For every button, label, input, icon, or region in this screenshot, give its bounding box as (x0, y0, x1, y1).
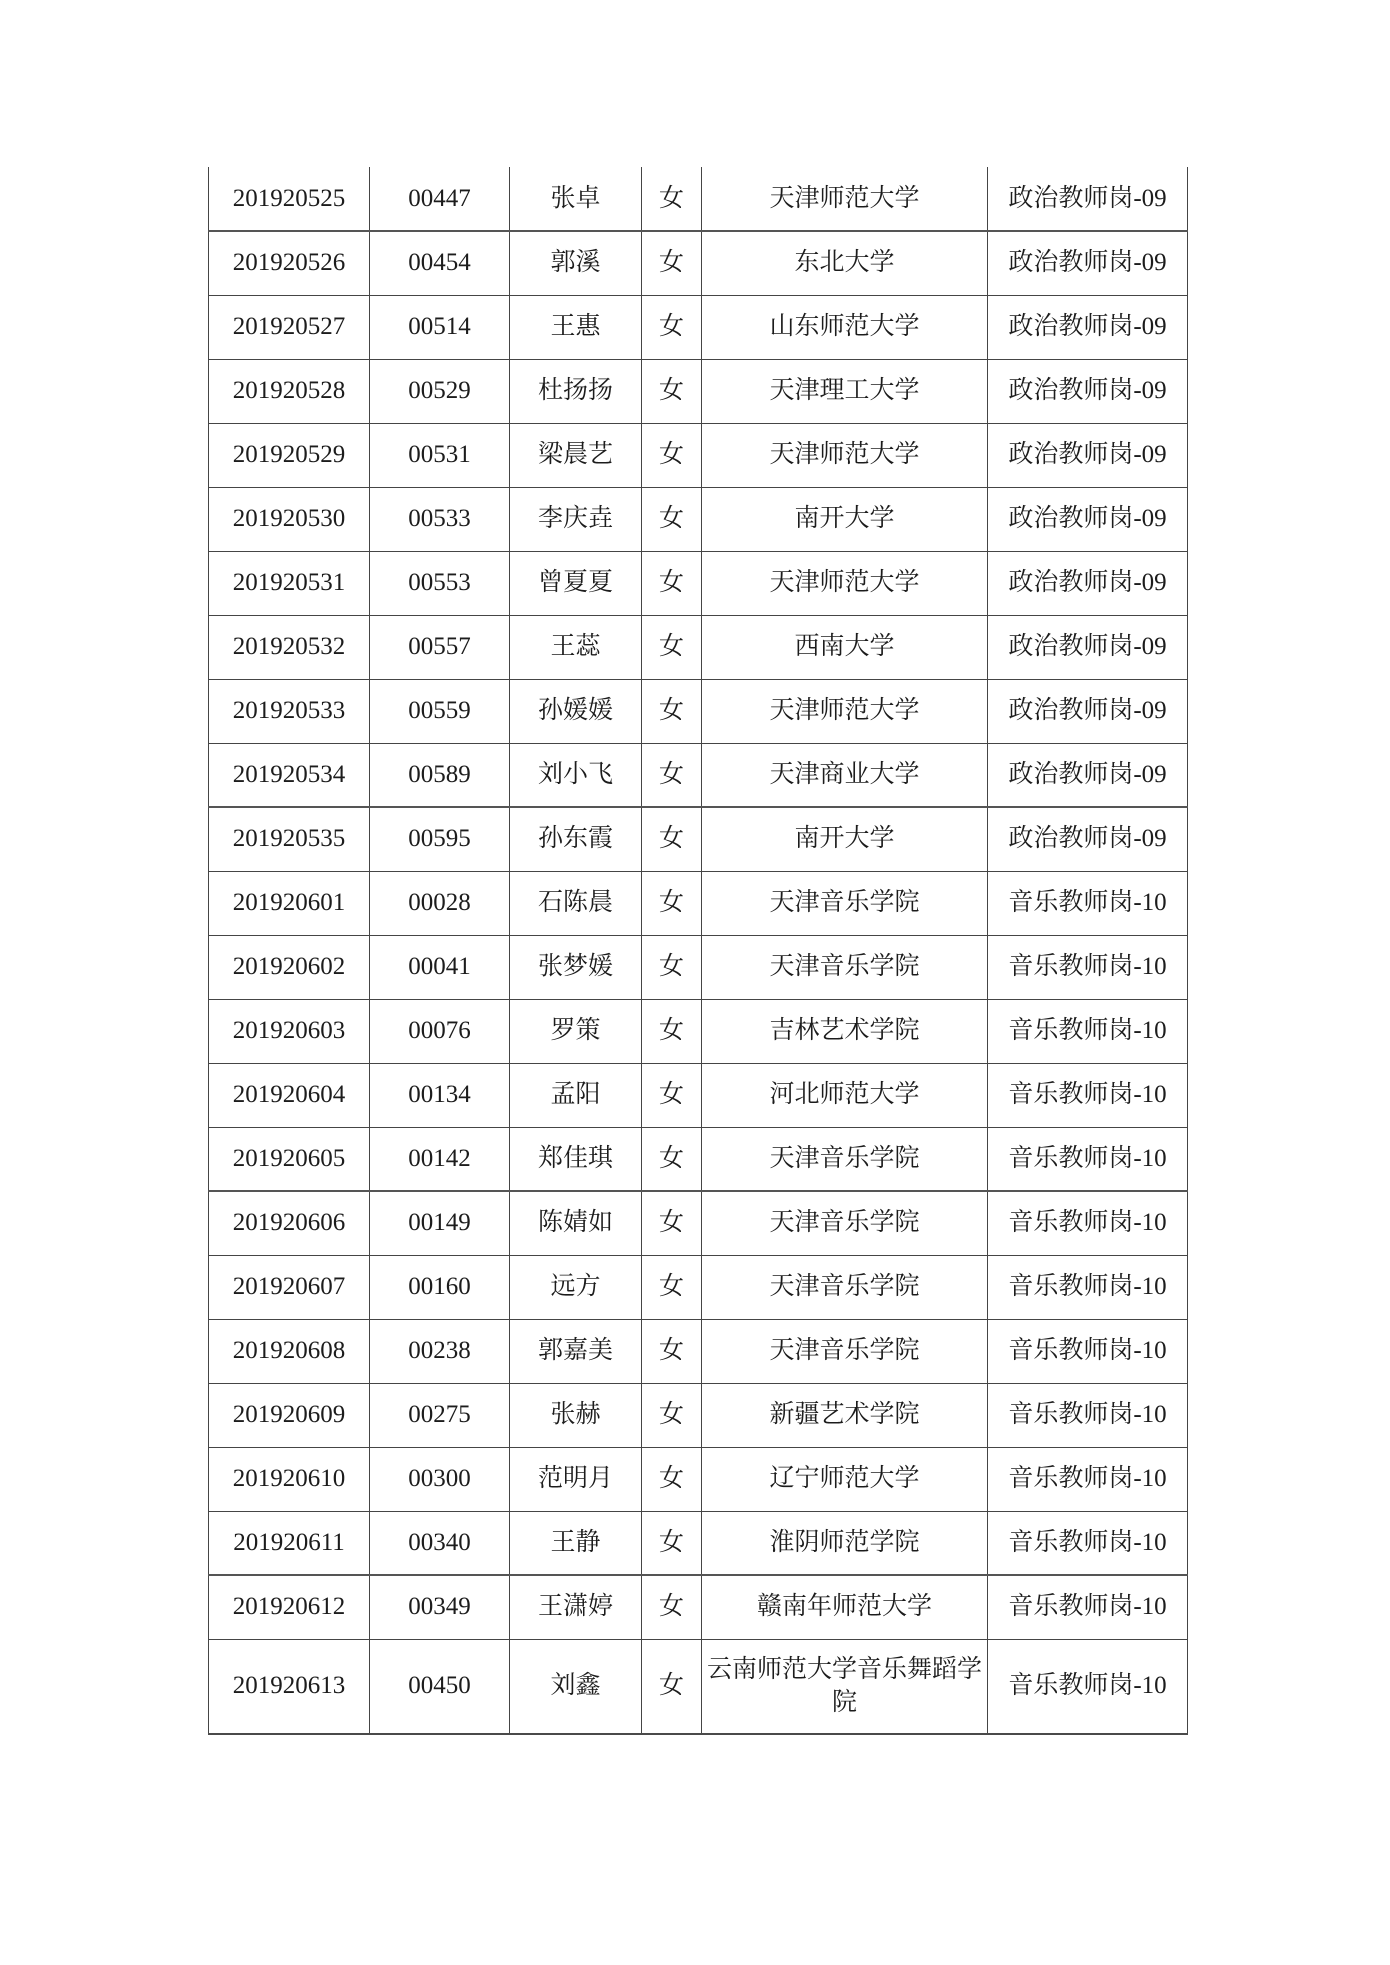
cell-seat-no: 00533 (370, 487, 510, 551)
table-row (209, 999, 1188, 1063)
cell-seat-no: 00041 (370, 935, 510, 999)
table-row (209, 1319, 1188, 1383)
cell-seat-no: 00589 (370, 743, 510, 807)
cell-gender: 女 (642, 1127, 702, 1191)
table-row (209, 807, 1188, 871)
cell-name: 梁晨艺 (510, 423, 642, 487)
cell-school: 天津音乐学院 (702, 1319, 988, 1383)
table-row (209, 359, 1188, 423)
cell-gender: 女 (642, 1063, 702, 1127)
cell-gender: 女 (642, 935, 702, 999)
cell-seat-no: 00160 (370, 1255, 510, 1319)
cell-seat-no: 00529 (370, 359, 510, 423)
cell-seat-no: 00300 (370, 1447, 510, 1511)
table-row (209, 1511, 1188, 1575)
cell-name: 王潇婷 (510, 1575, 642, 1639)
cell-gender: 女 (642, 615, 702, 679)
cell-gender: 女 (642, 167, 702, 231)
table-row (209, 1255, 1188, 1319)
table-row (209, 1383, 1188, 1447)
cell-school: 天津师范大学 (702, 551, 988, 615)
cell-seat-no: 00349 (370, 1575, 510, 1639)
cell-position: 音乐教师岗-10 (988, 871, 1188, 935)
cell-position: 政治教师岗-09 (988, 359, 1188, 423)
cell-exam-id: 201920608 (209, 1319, 370, 1383)
cell-exam-id: 201920601 (209, 871, 370, 935)
cell-gender: 女 (642, 231, 702, 295)
table-row (209, 423, 1188, 487)
cell-name: 杜扬扬 (510, 359, 642, 423)
cell-gender: 女 (642, 743, 702, 807)
cell-exam-id: 201920606 (209, 1191, 370, 1255)
cell-seat-no: 00514 (370, 295, 510, 359)
cell-position: 音乐教师岗-10 (988, 1639, 1188, 1734)
cell-position: 政治教师岗-09 (988, 615, 1188, 679)
cell-exam-id: 201920605 (209, 1127, 370, 1191)
cell-name: 孟阳 (510, 1063, 642, 1127)
cell-name: 刘鑫 (510, 1639, 642, 1734)
cell-exam-id: 201920609 (209, 1383, 370, 1447)
cell-seat-no: 00076 (370, 999, 510, 1063)
cell-exam-id: 201920533 (209, 679, 370, 743)
cell-position: 政治教师岗-09 (988, 295, 1188, 359)
cell-exam-id: 201920604 (209, 1063, 370, 1127)
cell-gender: 女 (642, 1191, 702, 1255)
cell-seat-no: 00134 (370, 1063, 510, 1127)
cell-school: 天津音乐学院 (702, 1191, 988, 1255)
cell-seat-no: 00595 (370, 807, 510, 871)
cell-school: 河北师范大学 (702, 1063, 988, 1127)
cell-seat-no: 00340 (370, 1511, 510, 1575)
cell-gender: 女 (642, 999, 702, 1063)
cell-name: 陈婧如 (510, 1191, 642, 1255)
cell-name: 张梦媛 (510, 935, 642, 999)
cell-position: 音乐教师岗-10 (988, 1511, 1188, 1575)
cell-exam-id: 201920526 (209, 231, 370, 295)
cell-gender: 女 (642, 295, 702, 359)
cell-name: 王静 (510, 1511, 642, 1575)
cell-gender: 女 (642, 679, 702, 743)
cell-school: 新疆艺术学院 (702, 1383, 988, 1447)
candidate-roster-table-container (208, 167, 1187, 1735)
cell-name: 曾夏夏 (510, 551, 642, 615)
cell-gender: 女 (642, 871, 702, 935)
cell-seat-no: 00238 (370, 1319, 510, 1383)
cell-position: 音乐教师岗-10 (988, 1447, 1188, 1511)
cell-seat-no: 00275 (370, 1383, 510, 1447)
cell-school: 东北大学 (702, 231, 988, 295)
cell-exam-id: 201920610 (209, 1447, 370, 1511)
cell-school: 天津音乐学院 (702, 1255, 988, 1319)
cell-position: 音乐教师岗-10 (988, 1255, 1188, 1319)
cell-gender: 女 (642, 551, 702, 615)
cell-gender: 女 (642, 1255, 702, 1319)
cell-school: 西南大学 (702, 615, 988, 679)
table-row (209, 167, 1188, 231)
cell-school: 云南师范大学音乐舞蹈学院 (702, 1639, 988, 1734)
cell-school: 南开大学 (702, 807, 988, 871)
cell-exam-id: 201920531 (209, 551, 370, 615)
cell-exam-id: 201920603 (209, 999, 370, 1063)
cell-gender: 女 (642, 487, 702, 551)
cell-name: 郑佳琪 (510, 1127, 642, 1191)
cell-exam-id: 201920607 (209, 1255, 370, 1319)
table-row (209, 487, 1188, 551)
table-row (209, 1447, 1188, 1511)
cell-seat-no: 00557 (370, 615, 510, 679)
cell-name: 孙媛媛 (510, 679, 642, 743)
cell-school: 天津音乐学院 (702, 935, 988, 999)
cell-exam-id: 201920535 (209, 807, 370, 871)
cell-seat-no: 00142 (370, 1127, 510, 1191)
cell-exam-id: 201920612 (209, 1575, 370, 1639)
cell-school: 天津师范大学 (702, 423, 988, 487)
cell-name: 郭嘉美 (510, 1319, 642, 1383)
cell-school: 天津商业大学 (702, 743, 988, 807)
cell-gender: 女 (642, 1511, 702, 1575)
table-row (209, 231, 1188, 295)
cell-school: 淮阴师范学院 (702, 1511, 988, 1575)
cell-gender: 女 (642, 423, 702, 487)
cell-school: 赣南年师范大学 (702, 1575, 988, 1639)
table-row (209, 679, 1188, 743)
cell-seat-no: 00447 (370, 167, 510, 231)
roster-body (209, 167, 1188, 1734)
cell-school: 天津理工大学 (702, 359, 988, 423)
cell-exam-id: 201920613 (209, 1639, 370, 1734)
cell-position: 政治教师岗-09 (988, 423, 1188, 487)
cell-gender: 女 (642, 359, 702, 423)
cell-position: 政治教师岗-09 (988, 231, 1188, 295)
table-row (209, 743, 1188, 807)
cell-seat-no: 00559 (370, 679, 510, 743)
cell-name: 石陈晨 (510, 871, 642, 935)
cell-gender: 女 (642, 1575, 702, 1639)
table-row (209, 1191, 1188, 1255)
cell-exam-id: 201920611 (209, 1511, 370, 1575)
cell-position: 政治教师岗-09 (988, 807, 1188, 871)
cell-seat-no: 00028 (370, 871, 510, 935)
table-row (209, 1639, 1188, 1734)
cell-name: 罗策 (510, 999, 642, 1063)
cell-position: 音乐教师岗-10 (988, 1383, 1188, 1447)
cell-exam-id: 201920528 (209, 359, 370, 423)
cell-position: 音乐教师岗-10 (988, 1063, 1188, 1127)
cell-position: 政治教师岗-09 (988, 679, 1188, 743)
table-row (209, 1127, 1188, 1191)
cell-exam-id: 201920602 (209, 935, 370, 999)
cell-name: 孙东霞 (510, 807, 642, 871)
cell-name: 王蕊 (510, 615, 642, 679)
table-row (209, 295, 1188, 359)
cell-position: 音乐教师岗-10 (988, 1191, 1188, 1255)
table-row (209, 615, 1188, 679)
cell-gender: 女 (642, 1639, 702, 1734)
cell-gender: 女 (642, 1319, 702, 1383)
cell-position: 政治教师岗-09 (988, 167, 1188, 231)
cell-gender: 女 (642, 1383, 702, 1447)
cell-name: 李庆垚 (510, 487, 642, 551)
cell-seat-no: 00531 (370, 423, 510, 487)
cell-position: 政治教师岗-09 (988, 551, 1188, 615)
cell-school: 辽宁师范大学 (702, 1447, 988, 1511)
cell-exam-id: 201920525 (209, 167, 370, 231)
table-row (209, 1063, 1188, 1127)
cell-exam-id: 201920527 (209, 295, 370, 359)
cell-name: 郭溪 (510, 231, 642, 295)
cell-seat-no: 00553 (370, 551, 510, 615)
cell-name: 王惠 (510, 295, 642, 359)
cell-school: 天津师范大学 (702, 679, 988, 743)
cell-name: 张赫 (510, 1383, 642, 1447)
table-row (209, 871, 1188, 935)
cell-name: 范明月 (510, 1447, 642, 1511)
cell-position: 音乐教师岗-10 (988, 1319, 1188, 1383)
cell-seat-no: 00450 (370, 1639, 510, 1734)
cell-exam-id: 201920530 (209, 487, 370, 551)
table-row (209, 1575, 1188, 1639)
cell-seat-no: 00149 (370, 1191, 510, 1255)
cell-position: 音乐教师岗-10 (988, 999, 1188, 1063)
cell-exam-id: 201920534 (209, 743, 370, 807)
cell-gender: 女 (642, 1447, 702, 1511)
cell-gender: 女 (642, 807, 702, 871)
cell-name: 张卓 (510, 167, 642, 231)
cell-name: 刘小飞 (510, 743, 642, 807)
cell-position: 政治教师岗-09 (988, 487, 1188, 551)
cell-seat-no: 00454 (370, 231, 510, 295)
cell-exam-id: 201920529 (209, 423, 370, 487)
table-row (209, 935, 1188, 999)
cell-position: 音乐教师岗-10 (988, 1127, 1188, 1191)
cell-position: 音乐教师岗-10 (988, 935, 1188, 999)
cell-school: 吉林艺术学院 (702, 999, 988, 1063)
cell-school: 南开大学 (702, 487, 988, 551)
table-row (209, 551, 1188, 615)
cell-school: 山东师范大学 (702, 295, 988, 359)
cell-school: 天津音乐学院 (702, 871, 988, 935)
cell-school: 天津音乐学院 (702, 1127, 988, 1191)
cell-name: 远方 (510, 1255, 642, 1319)
cell-exam-id: 201920532 (209, 615, 370, 679)
candidate-roster-table (208, 167, 1188, 1735)
cell-school: 天津师范大学 (702, 167, 988, 231)
cell-position: 音乐教师岗-10 (988, 1575, 1188, 1639)
cell-position: 政治教师岗-09 (988, 743, 1188, 807)
